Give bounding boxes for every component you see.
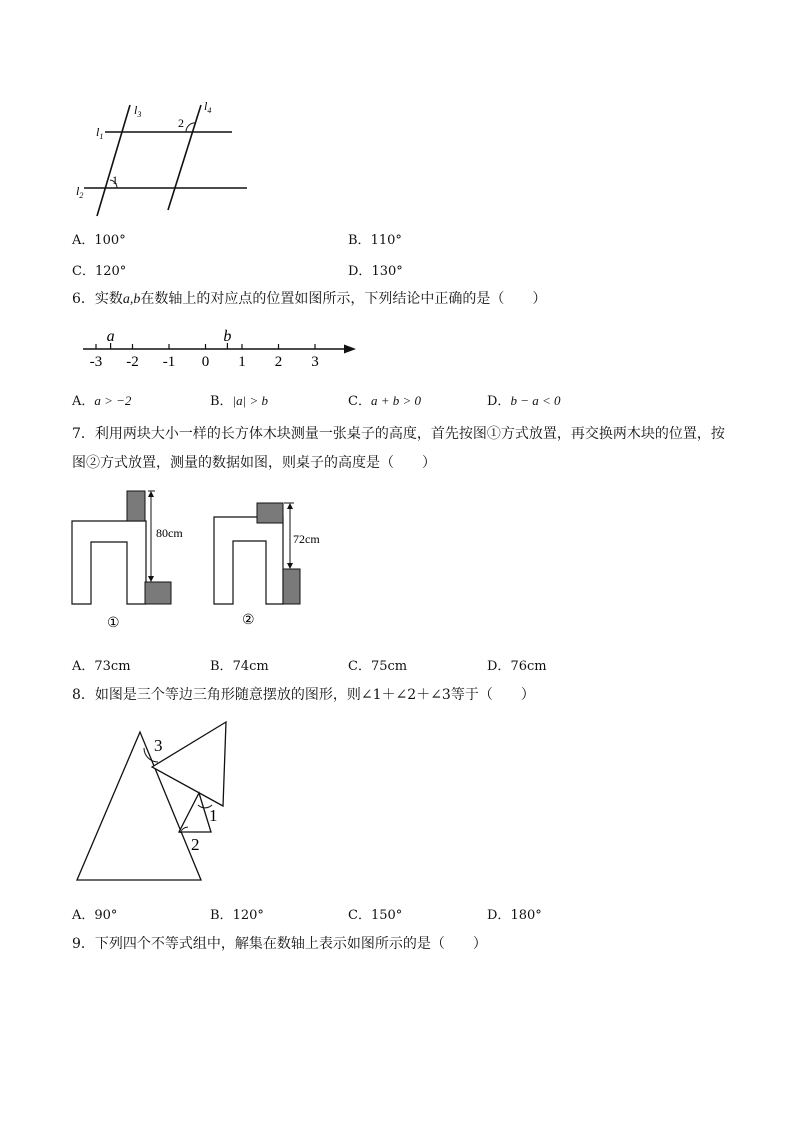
point-b-label: b [223, 328, 232, 345]
q8-label-angle-1: 1 [209, 806, 218, 825]
q6-option-c[interactable]: C．a + b > 0 [348, 393, 421, 409]
q9-stem: 9．下列四个不等式组中，解集在数轴上表示如图所示的是（ ） [72, 936, 487, 952]
q8-stem: 8．如图是三个等边三角形随意摆放的图形，则∠1＋∠2＋∠3等于（ ） [72, 687, 535, 703]
label-l3: $l_3$ [134, 103, 142, 119]
q5-option-d[interactable]: D．130° [348, 264, 403, 279]
q6-option-d[interactable]: D．b − a < 0 [487, 393, 561, 409]
q8-option-d[interactable]: D．180° [487, 908, 542, 923]
small-triangle [179, 793, 211, 832]
line-l3 [97, 105, 130, 216]
table-2 [214, 517, 283, 604]
q7-stem-line1: 7．利用两块大小一样的长方体木块测量一张桌子的高度，首先按图①方式放置，再交换两木块的位置，按 [72, 426, 725, 442]
q8-label-angle-3: 3 [154, 736, 163, 755]
block-1-top [127, 491, 145, 521]
block-2-bottom [283, 569, 300, 604]
number-line-tick-label: 1 [238, 354, 246, 370]
q7-option-d[interactable]: D．76cm [487, 659, 547, 674]
table-1 [72, 521, 146, 604]
q7-option-b[interactable]: B．74cm [210, 659, 269, 674]
measure-72: 72cm [293, 532, 320, 546]
q8-option-b[interactable]: B．120° [210, 908, 264, 923]
q8-option-c[interactable]: C．150° [348, 908, 403, 923]
label-l2: $l_2$ [76, 184, 84, 200]
label-angle-2: 2 [178, 116, 184, 130]
number-line-arrow [344, 345, 356, 354]
number-line-tick-label: -1 [162, 354, 176, 370]
q8-label-angle-2: 2 [191, 835, 200, 854]
line-l4 [168, 105, 201, 210]
triangles-figure [70, 715, 240, 887]
q5-option-b[interactable]: B．110° [348, 233, 402, 248]
number-line-tick-label: 2 [274, 354, 283, 370]
number-line-tick-label: 3 [311, 354, 319, 370]
number-line [78, 322, 363, 372]
label-l1: $l_1$ [96, 125, 104, 141]
q5-option-c[interactable]: C．120° [72, 264, 127, 279]
q6-option-b[interactable]: B．|a| > b [210, 393, 268, 409]
number-line-tick-label: -3 [89, 354, 103, 370]
label-angle-1: 1 [112, 173, 118, 187]
figure-2-label: ② [242, 613, 255, 628]
figure-1-label: ① [107, 616, 120, 631]
block-2-top [257, 503, 283, 523]
block-1-bottom [145, 582, 171, 604]
point-a-label: a [106, 328, 115, 345]
label-l4: $l_4$ [204, 99, 212, 115]
number-line-tick-label: -2 [126, 354, 139, 370]
table-figure-1 [72, 491, 183, 631]
number-line-tick-label: 0 [201, 354, 210, 370]
q7-option-a[interactable]: A．73cm [72, 659, 131, 674]
table-figures [70, 486, 320, 634]
table-figure-2 [214, 503, 320, 628]
q7-option-c[interactable]: C．75cm [348, 659, 408, 674]
parallel-lines-figure [70, 98, 250, 220]
measure-80: 80cm [156, 526, 183, 540]
q8-option-a[interactable]: A．90° [72, 908, 118, 923]
q7-stem-line2: 图②方式放置，测量的数据如图，则桌子的高度是（ ） [72, 455, 436, 471]
q6-option-a[interactable]: A．a > −2 [72, 393, 132, 409]
q5-option-a[interactable]: A．100° [72, 233, 126, 248]
q6-stem: 6．实数a,b在数轴上的对应点的位置如图所示，下列结论中正确的是（ ） [72, 291, 547, 307]
